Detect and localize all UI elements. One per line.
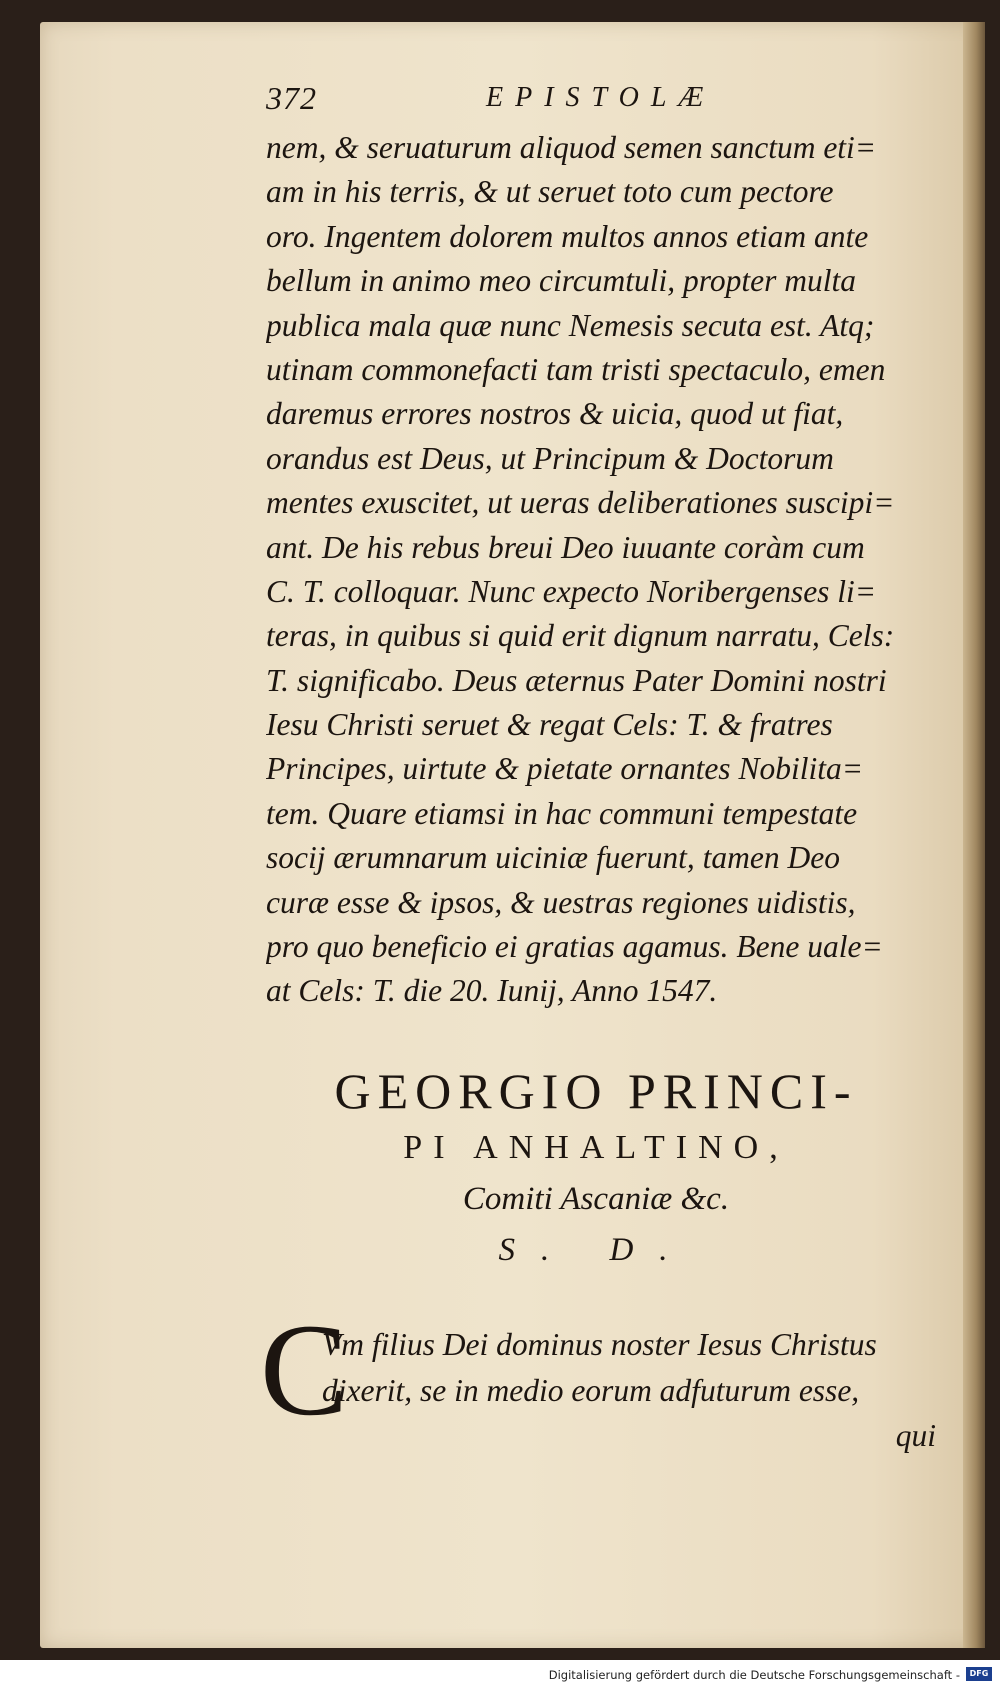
page-header <box>266 80 956 126</box>
text-line: pro quo beneficio ei gratias agamus. Bene uale= <box>266 929 883 965</box>
dfg-logo-icon: DFG <box>966 1667 992 1681</box>
text-line: Iesu Christi seruet & regat Cels: T. & fratres <box>266 707 833 743</box>
funding-credit: Digitalisierung gefördert durch die Deutsche Forschungsgemeinschaft - <box>548 1668 960 1682</box>
running-title: EPISTOLÆ <box>486 82 716 113</box>
footer-bar <box>0 1662 1000 1692</box>
text-line: daremus errores nostros & uicia, quod ut fiat, <box>266 396 844 432</box>
text-line: curæ esse & ipsos, & uestras regiones uidistis, <box>266 884 856 920</box>
page-number: 372 <box>266 80 317 116</box>
text-line: mentes exuscitet, ut ueras deliberationes suscipi= <box>266 485 895 521</box>
heading-line-3: Comiti Ascaniæ &c. <box>462 1180 730 1217</box>
text-line: utinam commonefacti tam tristi spectaculo, emen <box>266 351 886 387</box>
text-line: publica mala quæ nunc Nemesis secuta est. Atq; <box>266 307 875 343</box>
heading-line-2: PI ANHALTINO, <box>403 1128 789 1166</box>
text-line: oro. Ingentem dolorem multos annos etiam ante <box>266 218 869 254</box>
text-line: orandus est Deus, ut Principum & Doctorum <box>266 440 834 476</box>
text-line: C. T. colloquar. Nunc expecto Noribergenses li= <box>266 573 877 609</box>
letter-body-previous <box>266 126 956 1014</box>
text-line: Vm filius Dei dominus noster Iesus Christus <box>322 1326 877 1362</box>
text-line: at Cels: T. die 20. Iunij, Anno 1547. <box>266 973 718 1009</box>
text-line: tem. Quare etiamsi in hac communi tempestate <box>266 795 858 831</box>
letter-body-new <box>260 1295 956 1458</box>
letter-heading <box>266 1060 926 1276</box>
text-line: teras, in quibus si quid erit dignum narratu, Cels: <box>266 618 895 654</box>
drop-cap: C <box>260 1295 349 1443</box>
text-line: T. significabo. Deus æternus Pater Domini nostri <box>266 662 887 698</box>
salutation: S. D. <box>498 1231 694 1268</box>
text-line: ant. De his rebus breui Deo iuuante coràm cum <box>266 529 865 565</box>
text-line: Principes, uirtute & pietate ornantes Nobilita= <box>266 751 863 787</box>
page-text-block <box>260 80 956 1458</box>
text-line: nem, & seruaturum aliquod semen sanctum eti= <box>266 130 877 165</box>
text-line: bellum in animo meo circumtuli, propter multa <box>266 263 856 299</box>
text-line: socij ærumnarum uiciniæ fuerunt, tamen Deo <box>266 840 840 876</box>
page-spine-edge <box>963 22 985 1648</box>
text-line: am in his terris, & ut seruet toto cum pectore <box>266 174 834 210</box>
text-line: dixerit, se in medio eorum adfuturum esse, <box>322 1372 860 1408</box>
catchword: qui <box>895 1417 936 1453</box>
heading-line-1: GEORGIO PRINCI- <box>334 1062 858 1119</box>
